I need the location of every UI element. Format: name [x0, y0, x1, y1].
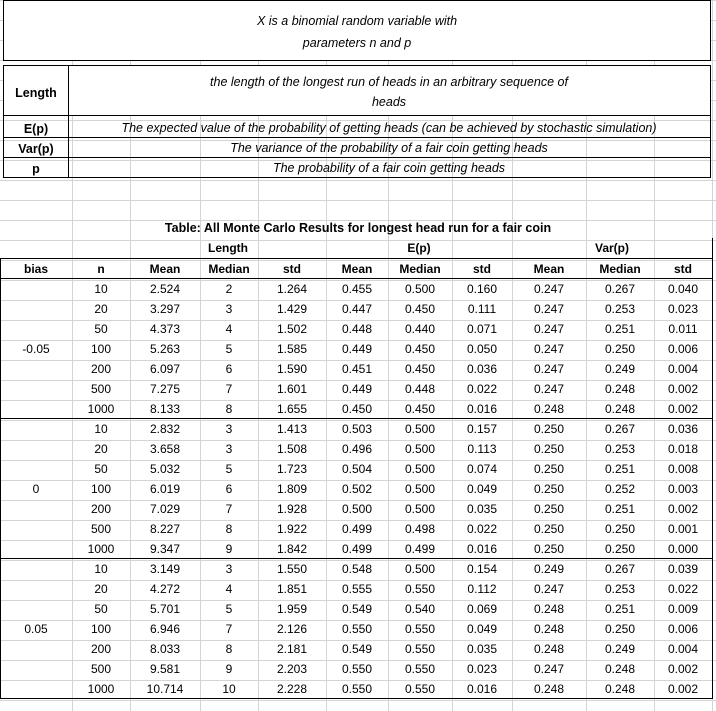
gridline-row	[0, 700, 716, 701]
table-cell: 1.809	[276, 482, 308, 496]
table-cell: 2.126	[276, 622, 308, 636]
table-cell: 0.540	[404, 602, 436, 616]
table-cell: 0.451	[341, 362, 373, 376]
table-cell: 100	[90, 342, 112, 356]
table-cell: 8	[225, 402, 233, 416]
table-cell: 0.450	[404, 362, 436, 376]
table-cell: 6	[225, 362, 233, 376]
table-cell: 0.555	[341, 582, 373, 596]
table-cell: 0.016	[466, 682, 498, 696]
table-cell: 0.248	[604, 402, 636, 416]
table-cell: 0.250	[604, 522, 636, 536]
table-cell: 0.074	[466, 462, 498, 476]
table-cell: 0.250	[533, 422, 565, 436]
table-cell: 0.455	[341, 282, 373, 296]
table-cell: 0.252	[604, 482, 636, 496]
table-cell: 0.250	[604, 342, 636, 356]
table-cell: 0.004	[667, 362, 699, 376]
table-cell: 0.002	[667, 662, 699, 676]
term-p: p	[32, 162, 40, 176]
table-cell: 3.658	[149, 442, 181, 456]
column-header: std	[283, 262, 301, 276]
table-cell: 2.832	[149, 422, 181, 436]
table-cell: 1.928	[276, 502, 308, 516]
table-cell: 0.247	[533, 382, 565, 396]
column-header: Median	[208, 262, 250, 276]
table-cell: 0.036	[667, 422, 699, 436]
table-cell: 0.550	[341, 622, 373, 636]
table-cell: 0.249	[604, 642, 636, 656]
table-cell: 0.450	[404, 302, 436, 316]
column-header: Mean	[341, 262, 373, 276]
table-cell: 0.022	[667, 582, 699, 596]
table-cell: 50	[94, 602, 108, 616]
table-cell: 0.049	[466, 482, 498, 496]
table-cell: 0.247	[533, 662, 565, 676]
definition-varp: The variance of the probability of a fair coin getting heads	[230, 141, 548, 155]
table-cell: 20	[94, 302, 108, 316]
table-cell: 0.248	[533, 402, 565, 416]
table-cell: 0.003	[667, 482, 699, 496]
column-header: Mean	[533, 262, 565, 276]
column-header: std	[473, 262, 491, 276]
column-header: std	[674, 262, 692, 276]
table-cell: 0.503	[341, 422, 373, 436]
table-cell: 0.248	[533, 602, 565, 616]
table-cell: 0.249	[533, 562, 565, 576]
table-cell: 0.267	[604, 562, 636, 576]
table-cell: 3	[225, 422, 233, 436]
table-cell: 9	[225, 662, 233, 676]
table-cell: 0.248	[533, 642, 565, 656]
gridline-row	[0, 200, 716, 201]
table-cell: 5.032	[149, 462, 181, 476]
table-cell: 0.500	[341, 502, 373, 516]
table-cell: 2.524	[149, 282, 181, 296]
table-cell: 1.959	[276, 602, 308, 616]
table-cell: 1.842	[276, 542, 308, 556]
table-cell: 0.450	[341, 402, 373, 416]
table-cell: 6.946	[149, 622, 181, 636]
table-cell: 0.002	[667, 682, 699, 696]
table-cell: 0.548	[341, 562, 373, 576]
group-length: Length	[208, 241, 248, 255]
table-cell: 7.029	[149, 502, 181, 516]
table-cell: 0.549	[341, 642, 373, 656]
table-cell: 0.440	[404, 322, 436, 336]
table-cell: 0.247	[533, 302, 565, 316]
table-cell: 3	[225, 442, 233, 456]
table-cell: 0.018	[667, 442, 699, 456]
border	[3, 115, 711, 116]
table-cell: 2.228	[276, 682, 308, 696]
table-cell: 8	[225, 522, 233, 536]
table-cell: 0.250	[604, 542, 636, 556]
table-cell: 0.022	[466, 522, 498, 536]
table-cell: 0.500	[404, 482, 436, 496]
table-cell: 3	[225, 562, 233, 576]
table-cell: 10	[222, 682, 236, 696]
table-cell: 0.499	[404, 542, 436, 556]
table-cell: 0.009	[667, 602, 699, 616]
table-cell: 9	[225, 542, 233, 556]
column-header: Median	[599, 262, 641, 276]
table-cell: 200	[90, 362, 112, 376]
table-cell: 8.227	[149, 522, 181, 536]
table-cell: 5.701	[149, 602, 181, 616]
table-cell: 0.550	[404, 682, 436, 696]
column-header: bias	[23, 262, 48, 276]
table-cell: 0.248	[533, 622, 565, 636]
table-cell: 200	[90, 502, 112, 516]
table-cell: 0.006	[667, 622, 699, 636]
table-cell: 0.250	[533, 502, 565, 516]
table-cell: 7	[225, 382, 233, 396]
table-cell: 0.036	[466, 362, 498, 376]
table-cell: 1000	[87, 402, 115, 416]
table-cell: 0.550	[404, 622, 436, 636]
table-cell: 0.449	[341, 382, 373, 396]
table-cell: 1.601	[276, 382, 308, 396]
table-cell: 0.496	[341, 442, 373, 456]
border	[712, 238, 713, 699]
table-cell: 5	[225, 602, 233, 616]
border	[3, 60, 711, 61]
bias-value: -0.05	[22, 342, 50, 356]
table-cell: 0.022	[466, 382, 498, 396]
definition-length-line-2: heads	[371, 95, 407, 109]
table-cell: 3.297	[149, 302, 181, 316]
table-cell: 0.499	[341, 542, 373, 556]
table-cell: 0.499	[341, 522, 373, 536]
table-cell: 0.500	[404, 442, 436, 456]
table-cell: 10	[94, 562, 108, 576]
table-cell: 0.498	[404, 522, 436, 536]
table-cell: 0.447	[341, 302, 373, 316]
table-cell: 1.502	[276, 322, 308, 336]
table-cell: 0.035	[466, 502, 498, 516]
table-cell: 7.275	[149, 382, 181, 396]
table-cell: 1.264	[276, 282, 308, 296]
table-cell: 0.049	[466, 622, 498, 636]
table-cell: 0.253	[604, 302, 636, 316]
table-cell: 0.008	[667, 462, 699, 476]
table-cell: 0.247	[533, 582, 565, 596]
table-cell: 1.590	[276, 362, 308, 376]
table-cell: 0.549	[341, 602, 373, 616]
table-cell: 2.181	[276, 642, 308, 656]
table-cell: 0.023	[667, 302, 699, 316]
table-cell: 1.550	[276, 562, 308, 576]
table-cell: 0.248	[604, 382, 636, 396]
table-cell: 8	[225, 642, 233, 656]
table-cell: 5	[225, 462, 233, 476]
table-cell: 4.373	[149, 322, 181, 336]
definition-length-line-1: the length of the longest run of heads in an arbitrary sequence of	[210, 75, 568, 89]
table-cell: 0.248	[604, 662, 636, 676]
table-cell: 2	[225, 282, 233, 296]
table-cell: 8.033	[149, 642, 181, 656]
table-cell: 0.500	[404, 462, 436, 476]
table-cell: 500	[90, 522, 112, 536]
table-cell: 0.267	[604, 282, 636, 296]
table-cell: 0.449	[341, 342, 373, 356]
table-cell: 6.019	[149, 482, 181, 496]
table-cell: 0.016	[466, 402, 498, 416]
table-cell: 0.004	[667, 642, 699, 656]
table-cell: 1.723	[276, 462, 308, 476]
table-cell: 0.251	[604, 462, 636, 476]
table-cell: 3	[225, 302, 233, 316]
table-cell: 2.203	[276, 662, 308, 676]
table-cell: 10	[94, 282, 108, 296]
table-cell: 0.500	[404, 502, 436, 516]
table-cell: 0.500	[404, 282, 436, 296]
table-cell: 0.113	[467, 442, 497, 456]
border	[710, 0, 711, 61]
table-cell: 7	[225, 502, 233, 516]
table-cell: 0.251	[604, 502, 636, 516]
term-length: Length	[15, 86, 57, 100]
table-title: Table: All Monte Carlo Results for longest head run for a fair coin	[164, 221, 552, 235]
table-cell: 0.251	[604, 322, 636, 336]
intro-line-2: parameters n and p	[302, 36, 412, 50]
table-cell: 5	[225, 342, 233, 356]
table-cell: 0.504	[341, 462, 373, 476]
column-header: Median	[399, 262, 441, 276]
table-cell: 0.023	[466, 662, 498, 676]
group-varp: Var(p)	[594, 241, 629, 255]
table-cell: 0.250	[533, 522, 565, 536]
table-cell: 0.247	[533, 282, 565, 296]
table-cell: 1.429	[276, 302, 308, 316]
table-cell: 0.253	[604, 582, 636, 596]
table-cell: 0.550	[341, 682, 373, 696]
table-cell: 0.002	[667, 502, 699, 516]
table-cell: 6.097	[149, 362, 181, 376]
table-cell: 0.002	[667, 382, 699, 396]
table-cell: 0.249	[604, 362, 636, 376]
table-cell: 0.039	[667, 562, 699, 576]
table-cell: 1.413	[276, 422, 308, 436]
table-cell: 0.251	[604, 602, 636, 616]
table-cell: 4	[225, 582, 233, 596]
table-cell: 0.001	[667, 522, 699, 536]
table-cell: 0.002	[667, 402, 699, 416]
table-cell: 10	[94, 422, 108, 436]
table-cell: 0.247	[533, 322, 565, 336]
table-cell: 0.448	[404, 382, 436, 396]
border	[710, 65, 711, 178]
table-cell: 0.016	[466, 542, 498, 556]
table-cell: 200	[90, 642, 112, 656]
group-ep: E(p)	[407, 241, 431, 255]
table-cell: 0.069	[466, 602, 498, 616]
table-cell: 0.154	[466, 562, 498, 576]
table-cell: 100	[90, 482, 112, 496]
table-cell: 50	[94, 322, 108, 336]
table-cell: 1.585	[276, 342, 308, 356]
table-cell: 0.111	[467, 302, 497, 316]
column-header: n	[97, 262, 105, 276]
table-cell: 0.247	[533, 342, 565, 356]
table-cell: 4.272	[149, 582, 181, 596]
table-cell: 0.253	[604, 442, 636, 456]
table-cell: 0.250	[533, 482, 565, 496]
table-cell: 0.550	[404, 642, 436, 656]
intro-line-1: X is a binomial random variable with	[256, 14, 458, 28]
table-cell: 0.250	[604, 622, 636, 636]
border	[3, 0, 711, 1]
table-cell: 0.450	[404, 342, 436, 356]
table-cell: 0.500	[404, 422, 436, 436]
table-cell: 0.247	[533, 362, 565, 376]
table-cell: 9.347	[149, 542, 181, 556]
table-cell: 0.011	[668, 322, 698, 336]
table-cell: 1.655	[276, 402, 308, 416]
bias-value: 0	[32, 482, 40, 496]
table-cell: 0.500	[404, 562, 436, 576]
table-cell: 50	[94, 462, 108, 476]
table-cell: 0.071	[466, 322, 498, 336]
table-cell: 1000	[87, 542, 115, 556]
table-cell: 0.250	[533, 542, 565, 556]
table-cell: 0.550	[404, 662, 436, 676]
table-cell: 20	[94, 582, 108, 596]
table-cell: 0.250	[533, 442, 565, 456]
table-cell: 10.714	[146, 682, 184, 696]
table-cell: 500	[90, 662, 112, 676]
table-cell: 0.550	[341, 662, 373, 676]
bias-value: 0.05	[24, 622, 48, 636]
definition-ep: The expected value of the probability of getting heads (can be achieved by stochastic simulation)	[121, 121, 657, 135]
column-header: Mean	[149, 262, 181, 276]
table-cell: 0.267	[604, 422, 636, 436]
term-varp: Var(p)	[18, 142, 54, 156]
definition-p: The probability of a fair coin getting heads	[272, 161, 506, 175]
table-cell: 100	[90, 622, 112, 636]
table-cell: 1.922	[276, 522, 308, 536]
table-cell: 9.581	[149, 662, 181, 676]
table-cell: 3.149	[149, 562, 181, 576]
table-cell: 500	[90, 382, 112, 396]
table-cell: 20	[94, 442, 108, 456]
border	[3, 65, 711, 66]
table-cell: 1.508	[276, 442, 308, 456]
table-cell: 0.157	[466, 422, 498, 436]
table-cell: 0.160	[466, 282, 498, 296]
table-cell: 7	[225, 622, 233, 636]
table-cell: 0.112	[467, 582, 497, 596]
table-cell: 0.248	[604, 682, 636, 696]
table-cell: 0.035	[466, 642, 498, 656]
table-cell: 0.550	[404, 582, 436, 596]
table-cell: 5.263	[149, 342, 181, 356]
table-cell: 0.448	[341, 322, 373, 336]
table-cell: 0.006	[667, 342, 699, 356]
term-ep: E(p)	[23, 122, 49, 136]
table-cell: 0.040	[667, 282, 699, 296]
table-cell: 1000	[87, 682, 115, 696]
gridline-row	[0, 180, 716, 181]
table-cell: 0.248	[533, 682, 565, 696]
table-cell: 0.050	[466, 342, 498, 356]
table-cell: 1.851	[276, 582, 308, 596]
table-cell: 4	[225, 322, 233, 336]
table-cell: 0.000	[667, 542, 699, 556]
table-cell: 8.133	[149, 402, 181, 416]
table-cell: 0.450	[404, 402, 436, 416]
table-cell: 6	[225, 482, 233, 496]
table-cell: 0.250	[533, 462, 565, 476]
table-cell: 0.502	[341, 482, 373, 496]
